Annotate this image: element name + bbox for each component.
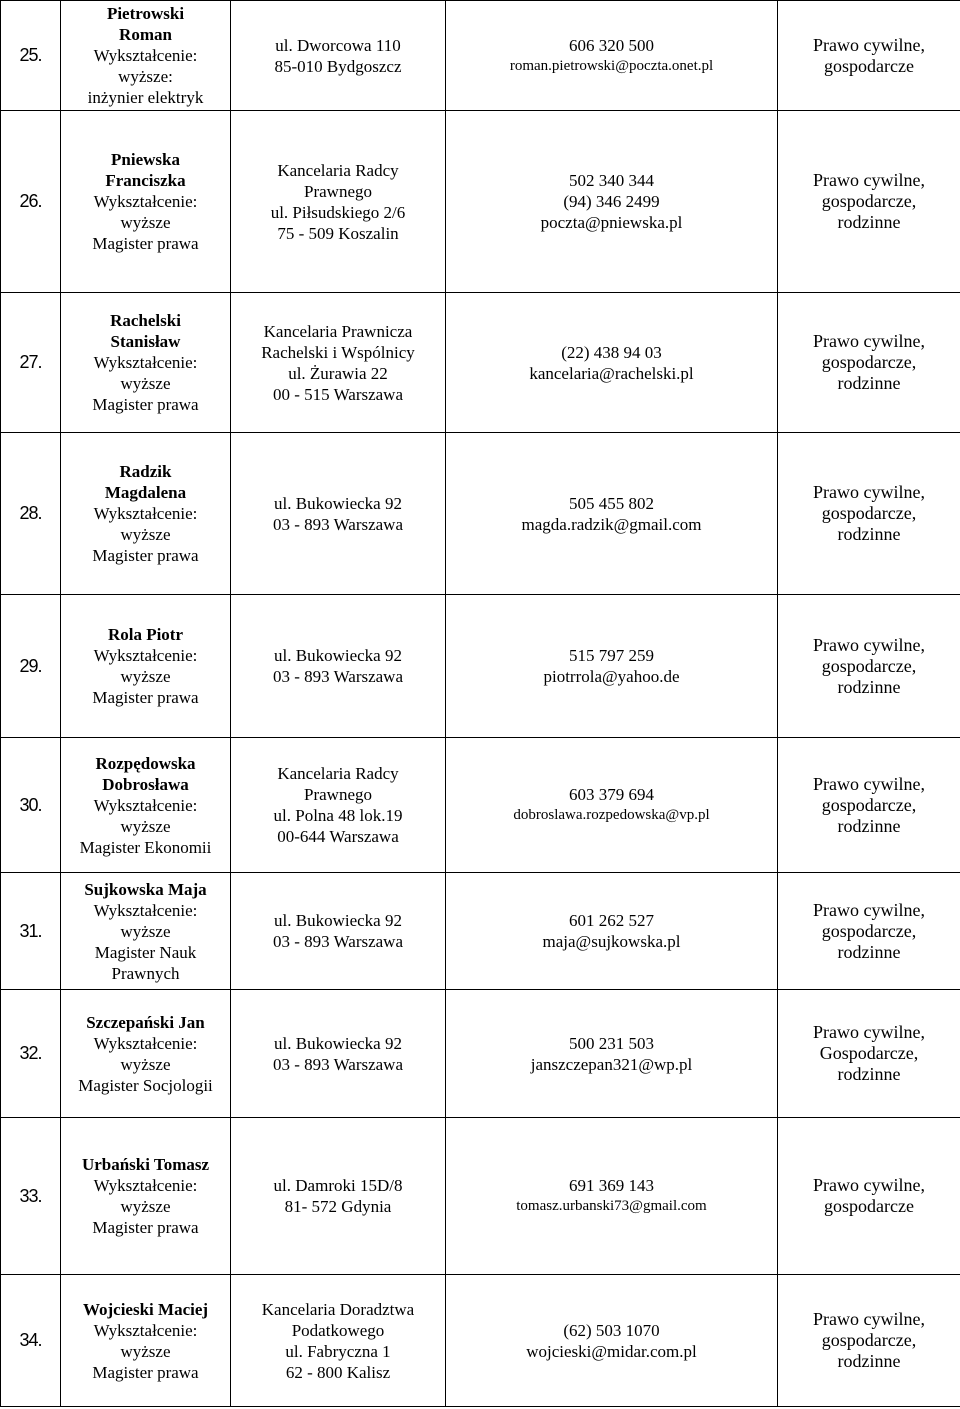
education-line: Wykształcenie:: [93, 504, 198, 523]
address-line: 03 - 893 Warszawa: [272, 932, 404, 951]
entry-number: 29.: [1, 595, 61, 738]
practice-areas-cell: [778, 990, 960, 1118]
contact-cell: [446, 111, 778, 293]
practice-area-line: rodzinne: [837, 1064, 901, 1084]
address-line: 03 - 893 Warszawa: [272, 1054, 404, 1074]
contact-line: magda.radzik@gmail.com: [521, 514, 702, 534]
education-line: Prawnych: [111, 963, 180, 983]
lawyer-name: Urbański Tomasz: [81, 1155, 210, 1174]
contact-line: (22) 438 94 03: [561, 342, 662, 362]
contact-line: 691 369 143: [569, 1176, 654, 1195]
lawyer-name: Franciszka: [105, 171, 186, 190]
table-row: [1, 990, 960, 1118]
contact-cell: [446, 1, 778, 111]
entry-name-cell: [61, 990, 231, 1118]
entry-name-cell: [61, 595, 231, 738]
address-line: ul. Polna 48 lok.19: [273, 806, 403, 825]
lawyer-name: Radzik: [119, 462, 172, 481]
entry-number: 25.: [1, 1, 61, 111]
practice-areas-cell: [778, 738, 960, 873]
entry-number: 31.: [1, 873, 61, 990]
education-line: Wykształcenie:: [93, 1176, 198, 1195]
contact-line: piotrrola@yahoo.de: [543, 667, 680, 686]
education-line: Wykształcenie:: [93, 353, 198, 372]
address-line: ul. Bukowiecka 92: [274, 1033, 402, 1053]
practice-area-line: rodzinne: [837, 1351, 901, 1371]
table-row: [1, 433, 960, 595]
address-line: Podatkowego: [291, 1320, 385, 1340]
address-cell: [231, 111, 446, 293]
contact-cell: [446, 1275, 778, 1407]
practice-area-line: rodzinne: [837, 676, 901, 697]
education-line: Magister prawa: [92, 688, 199, 707]
registry-body: [1, 1, 960, 1407]
lawyer-name: Sujkowska Maja: [84, 879, 207, 899]
education-line: Wykształcenie:: [93, 192, 198, 211]
practice-area-line: gospodarcze,: [821, 794, 917, 815]
practice-area-line: Prawo cywilne,: [813, 773, 925, 794]
practice-area-line: Prawo cywilne,: [813, 482, 925, 502]
address-line: ul. Dworcowa 110: [275, 35, 401, 55]
lawyer-name: Rachelski: [110, 311, 181, 330]
practice-area-line: gospodarcze,: [821, 1330, 917, 1350]
practice-area-line: gospodarcze,: [821, 655, 917, 676]
education-line: wyższe: [120, 1341, 171, 1361]
practice-area-line: Prawo cywilne,: [813, 899, 925, 920]
education-line: Magister Socjologii: [78, 1075, 213, 1095]
practice-area-line: gospodarcze,: [821, 920, 917, 941]
entry-name-cell: [61, 738, 231, 873]
address-line: Kancelaria Doradztwa: [261, 1299, 415, 1319]
practice-area-line: gospodarcze,: [821, 503, 917, 523]
contact-line: (94) 346 2499: [563, 192, 660, 211]
education-line: wyższe: [120, 374, 171, 393]
entry-number: 34.: [1, 1275, 61, 1407]
address-line: ul. Bukowiecka 92: [274, 911, 402, 930]
lawyer-name: Pniewska: [111, 150, 180, 169]
address-cell: [231, 1275, 446, 1407]
practice-area-line: rodzinne: [837, 815, 901, 836]
lawyer-name: Magdalena: [104, 483, 187, 502]
education-line: wyższe: [120, 525, 171, 544]
contact-line: 603 379 694: [569, 785, 654, 804]
education-line: Magister prawa: [92, 395, 199, 414]
education-line: Magister Nauk: [94, 942, 197, 962]
lawyer-name: Wojcieski Maciej: [82, 1299, 209, 1319]
practice-area-line: gospodarcze,: [821, 191, 917, 211]
education-line: Magister prawa: [92, 546, 199, 565]
lawyer-name: Pietrowski: [106, 4, 185, 23]
education-line: Wykształcenie:: [93, 900, 198, 920]
practice-area-line: gospodarcze: [824, 1196, 914, 1216]
address-line: ul. Bukowiecka 92: [274, 646, 402, 665]
practice-areas-cell: [778, 1275, 960, 1407]
address-line: ul. Bukowiecka 92: [274, 493, 402, 513]
contact-cell: [446, 738, 778, 873]
entry-name-cell: [61, 873, 231, 990]
contact-line: tomasz.urbanski73@gmail.com: [516, 1198, 707, 1214]
education-line: inżynier elektryk: [87, 88, 204, 107]
address-line: 62 - 800 Kalisz: [285, 1362, 391, 1382]
entry-name-cell: [61, 293, 231, 433]
education-line: Magister prawa: [92, 1362, 199, 1382]
contact-cell: [446, 595, 778, 738]
education-line: wyższe:: [118, 67, 173, 86]
table-row: [1, 738, 960, 873]
contact-line: janszczepan321@wp.pl: [530, 1054, 693, 1074]
practice-area-line: rodzinne: [837, 373, 901, 393]
entry-name-cell: [61, 1, 231, 111]
address-line: Kancelaria Prawnicza: [263, 321, 413, 341]
practice-area-line: rodzinne: [837, 524, 901, 544]
practice-areas-cell: [778, 873, 960, 990]
education-line: wyższe: [120, 816, 171, 836]
lawyer-name: Stanisław: [110, 332, 181, 351]
entry-number: 30.: [1, 738, 61, 873]
practice-areas-cell: [778, 1, 960, 111]
table-row: [1, 1275, 960, 1407]
contact-line: wojcieski@midar.com.pl: [526, 1341, 697, 1361]
address-line: 03 - 893 Warszawa: [272, 514, 404, 534]
entry-number: 27.: [1, 293, 61, 433]
practice-area-line: gospodarcze: [824, 55, 914, 76]
table-row: [1, 1, 960, 111]
contact-line: roman.pietrowski@poczta.onet.pl: [509, 57, 714, 74]
address-cell: [231, 595, 446, 738]
address-cell: [231, 990, 446, 1118]
practice-area-line: Prawo cywilne,: [813, 170, 925, 190]
education-line: wyższe: [120, 921, 171, 941]
address-line: Prawnego: [304, 785, 372, 804]
education-line: wyższe: [120, 667, 171, 686]
address-line: 81- 572 Gdynia: [284, 1197, 392, 1216]
education-line: Wykształcenie:: [93, 795, 198, 815]
address-cell: [231, 293, 446, 433]
entry-name-cell: [61, 1275, 231, 1407]
address-line: Kancelaria Radcy: [277, 160, 399, 180]
contact-cell: [446, 990, 778, 1118]
lawyer-name: Rozpędowska: [95, 753, 196, 773]
address-line: ul. Damroki 15D/8: [273, 1176, 403, 1195]
contact-line: 606 320 500: [569, 35, 654, 55]
contact-cell: [446, 873, 778, 990]
address-line: 00 - 515 Warszawa: [272, 384, 404, 404]
address-cell: [231, 1118, 446, 1275]
address-cell: [231, 433, 446, 595]
education-line: wyższe: [120, 213, 171, 232]
education-line: Magister Ekonomii: [79, 837, 212, 857]
education-line: Wykształcenie:: [93, 1033, 198, 1053]
practice-area-line: Prawo cywilne,: [813, 1309, 925, 1329]
table-row: [1, 1118, 960, 1275]
table-row: [1, 595, 960, 738]
entry-number: 33.: [1, 1118, 61, 1275]
contact-line: dobroslawa.rozpedowska@vp.pl: [513, 807, 710, 823]
practice-area-line: Gospodarcze,: [819, 1043, 919, 1063]
lawyer-name: Dobrosława: [102, 774, 189, 794]
entry-name-cell: [61, 111, 231, 293]
address-line: 75 - 509 Koszalin: [277, 223, 399, 243]
address-line: Kancelaria Radcy: [277, 764, 399, 783]
address-cell: [231, 738, 446, 873]
entry-number: 26.: [1, 111, 61, 293]
practice-areas-cell: [778, 595, 960, 738]
practice-area-line: Prawo cywilne,: [813, 1022, 925, 1042]
contact-line: maja@sujkowska.pl: [542, 932, 681, 951]
practice-area-line: Prawo cywilne,: [813, 34, 925, 55]
contact-cell: [446, 433, 778, 595]
contact-line: 500 231 503: [569, 1033, 654, 1053]
education-line: wyższe: [120, 1054, 171, 1074]
contact-line: (62) 503 1070: [563, 1320, 660, 1340]
entry-number: 32.: [1, 990, 61, 1118]
address-line: Prawnego: [304, 181, 372, 201]
education-line: Wykształcenie:: [93, 646, 198, 665]
practice-areas-cell: [778, 293, 960, 433]
lawyer-name: Szczepański Jan: [86, 1012, 205, 1032]
table-row: [1, 111, 960, 293]
contact-line: 505 455 802: [569, 493, 654, 513]
lawyer-name: Rola Piotr: [107, 625, 184, 644]
contact-line: kancelaria@rachelski.pl: [529, 363, 694, 383]
contact-cell: [446, 293, 778, 433]
practice-areas-cell: [778, 111, 960, 293]
entry-name-cell: [61, 1118, 231, 1275]
education-line: wyższe: [120, 1197, 171, 1216]
contact-line: poczta@pniewska.pl: [540, 213, 683, 232]
table-row: [1, 293, 960, 433]
education-line: Wykształcenie:: [93, 46, 198, 65]
address-line: 85-010 Bydgoszcz: [274, 56, 402, 76]
address-line: ul. Żurawia 22: [288, 363, 388, 383]
entry-name-cell: [61, 433, 231, 595]
contact-line: 515 797 259: [569, 646, 654, 665]
practice-area-line: Prawo cywilne,: [813, 331, 925, 351]
practice-areas-cell: [778, 433, 960, 595]
practice-area-line: Prawo cywilne,: [813, 634, 925, 655]
practice-area-line: rodzinne: [837, 212, 901, 232]
contact-line: 502 340 344: [569, 171, 654, 190]
lawyer-name: Roman: [119, 25, 172, 44]
table-row: [1, 873, 960, 990]
practice-area-line: Prawo cywilne,: [813, 1175, 925, 1195]
address-cell: [231, 1, 446, 111]
education-line: Magister prawa: [92, 1218, 199, 1237]
address-line: Rachelski i Wspólnicy: [261, 342, 415, 362]
entry-number: 28.: [1, 433, 61, 595]
education-line: Wykształcenie:: [93, 1320, 198, 1340]
contact-line: 601 262 527: [569, 911, 654, 930]
practice-areas-cell: [778, 1118, 960, 1275]
address-line: ul. Fabryczna 1: [285, 1341, 391, 1361]
address-line: ul. Piłsudskiego 2/6: [270, 202, 406, 222]
address-cell: [231, 873, 446, 990]
practice-area-line: gospodarcze,: [821, 352, 917, 372]
address-line: 03 - 893 Warszawa: [272, 667, 404, 686]
practice-area-line: rodzinne: [837, 941, 901, 962]
address-line: 00-644 Warszawa: [277, 827, 399, 846]
education-line: Magister prawa: [92, 234, 199, 253]
contact-cell: [446, 1118, 778, 1275]
